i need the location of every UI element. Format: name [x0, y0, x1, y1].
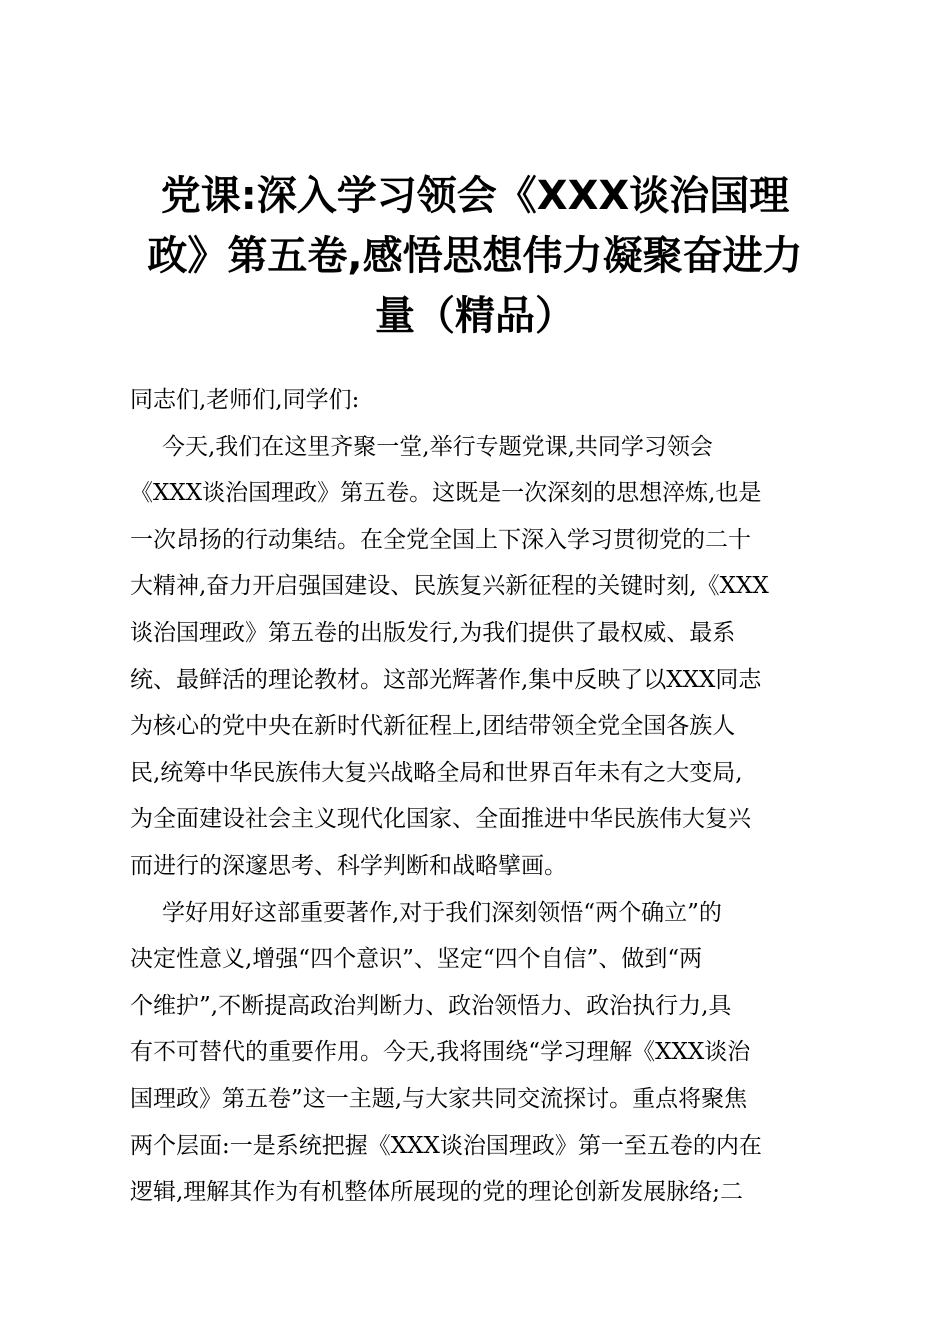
text-line: 有不可替代的重要作用。今天,我将围绕“学习理解《XXX谈治	[130, 1039, 751, 1066]
document-body	[130, 377, 830, 1216]
text-line: 统、最鲜活的理论教材。这部光辉著作,集中反映了以XXX同志	[130, 666, 762, 693]
text-line: 大精神,奋力开启强国建设、民族复兴新征程的关键时刻,《XXX	[130, 573, 769, 600]
text-line: 《XXX谈治国理政》第五卷。这既是一次深刻的思想淬炼,也是	[130, 480, 762, 507]
salutation: 同志们,老师们,同学们:	[130, 387, 360, 413]
text-line: 国理政》第五卷”这一主题,与大家共同交流探讨。重点将聚焦	[130, 1085, 748, 1112]
text-line: 民,统筹中华民族伟大复兴战略全局和世界百年未有之大变局,	[130, 759, 743, 786]
text-line: 今天,我们在这里齐聚一堂,举行专题党课,共同学习领会	[162, 433, 713, 460]
text-line: 为核心的党中央在新时代新征程上,团结带领全党全国各族人	[130, 713, 736, 740]
paragraph-1	[130, 424, 830, 890]
text-line: 一次昂扬的行动集结。在全党全国上下深入学习贯彻党的二十	[130, 526, 751, 553]
text-line: 学好用好这部重要著作,对于我们深刻领悟“两个确立”的	[162, 899, 722, 926]
text-line: 谈治国理政》第五卷的出版发行,为我们提供了最权威、最系	[130, 619, 736, 646]
title-line: 政》第五卷,感悟思想伟力凝聚奋进力	[147, 233, 803, 279]
text-line: 逻辑,理解其作为有机整体所展现的党的理论创新发展脉络;二	[130, 1179, 744, 1206]
document-title	[120, 166, 830, 346]
title-line: 党课:深入学习领会《XXX谈治国理	[160, 173, 790, 219]
text-line: 决定性意义,增强“四个意识”、坚定“四个自信”、做到“两	[130, 946, 703, 973]
text-line: 两个层面:一是系统把握《XXX谈治国理政》第一至五卷的内在	[130, 1132, 762, 1159]
paragraph-2	[130, 890, 830, 1216]
text-line: 为全面建设社会主义现代化国家、全面推进中华民族伟大复兴	[130, 806, 751, 833]
text-line: 个维护”,不断提高政治判断力、政治领悟力、政治执行力,具	[130, 992, 732, 1019]
title-line: 量（精品）	[375, 293, 575, 339]
text-line: 而进行的深邃思考、科学判断和战略擘画。	[130, 852, 567, 879]
